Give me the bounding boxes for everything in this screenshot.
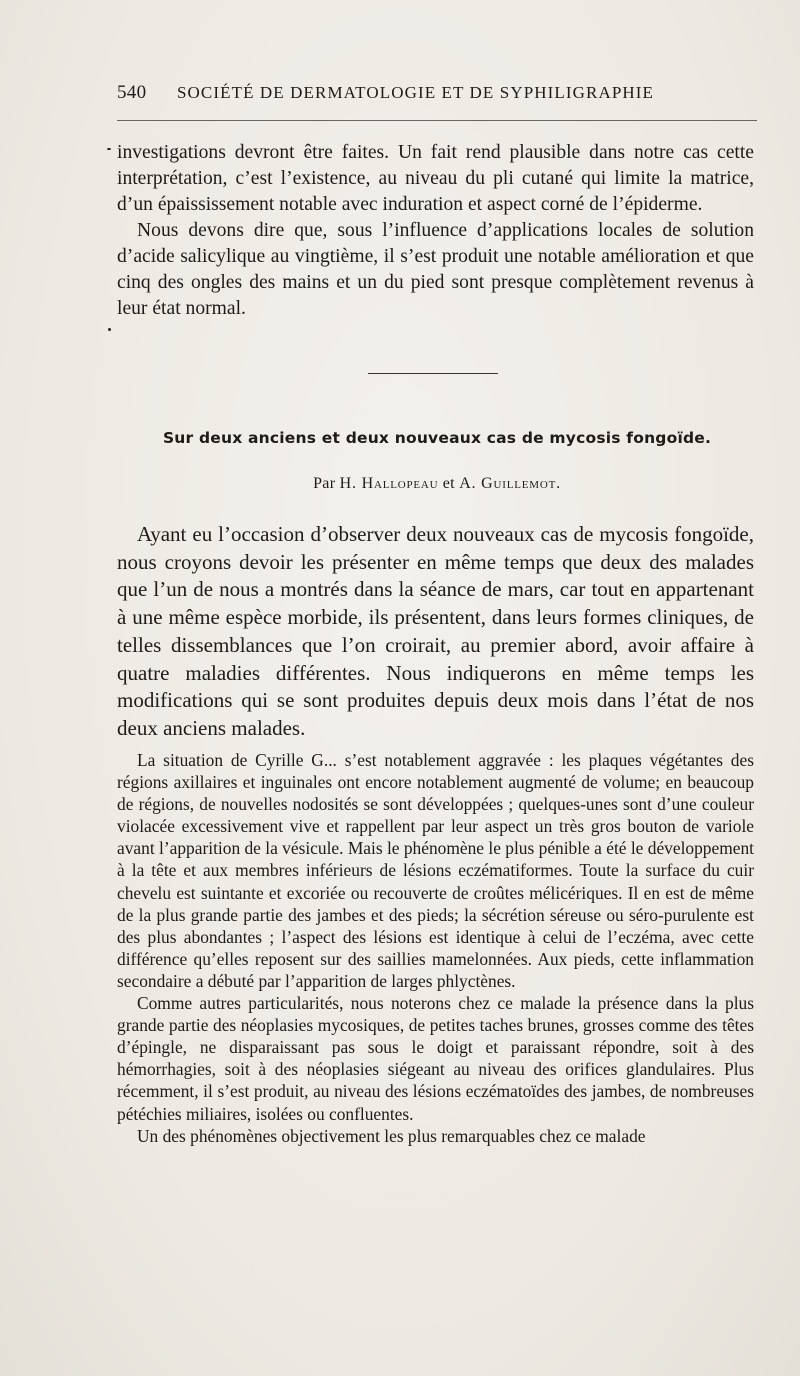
article-paragraph-1: Ayant eu l’occasion d’observer deux nouveaux cas de mycosis fongoïde, nous croyons devoir les présenter en même temps que deux des malades que l’un de nous a montrés dans la séance de mars, car tout en appartenant à une même espèce morbide, ils présentent, dans leurs formes cliniques, de telles dissemblances que l’on croirait, au premier abord, avoir affaire à quatre maladies différentes. Nous indiquerons en même temps les modifications qui se sont produites depuis deux mois dans l’état de nos deux anciens malades. — [117, 522, 754, 740]
scan-speck — [108, 328, 111, 331]
intro-paragraph-1: investigations devront être faites. Un fait rend plausible dans notre cas cette interprétation, c’est l’existence, au niveau du pli cutané qui limite la matrice, d’un épaississement notable avec induration et aspect corné de l’épiderme. — [117, 142, 754, 215]
byline-prefix: Par — [313, 475, 336, 492]
article-title: Sur deux anciens et deux nouveaux cas de mycosis fongoïde. — [162, 429, 712, 447]
byline-and: et — [442, 475, 455, 492]
body-paragraph-1: La situation de Cyrille G... s’est notablement aggravée : les plaques végétantes des régions axillaires et inguinales ont encore notablement augmenté de volume; en beaucoup de régions, de nouvelles nodosités se sont développées ; quelques-unes sont d’une couleur violacée excessivement vive et rappellent par leur aspect un très gros bouton de variole avant l’apparition de la vésicule. Mais le phénomène le plus pénible a été le développement à la tête et aux membres inférieurs de lésions eczématiformes. Toute la surface du cuir chevelu est suintante et excoriée ou recouverte de croûtes mélicériques. Il en est de même de la plus grande partie des jambes et des pieds; la sécrétion séreuse ou séro-purulente est des plus abondantes ; l’aspect des lésions est identique à celui de l’eczéma, avec cette différence qu’elles reposent sur des saillies mamelonnées. Aux pieds, cette inflammation secondaire a débuté par l’apparition de larges phlyctènes. — [117, 750, 754, 991]
body-paragraph-3: Un des phénomènes objectivement les plus remarquables chez ce malade — [137, 1125, 646, 1146]
section-separator — [368, 373, 498, 374]
author-1: H. Hallopeau — [339, 475, 439, 492]
running-header — [117, 82, 757, 112]
article-byline — [117, 475, 757, 493]
running-title: SOCIÉTÉ DE DERMATOLOGIE ET DE SYPHILIGRAPHIE — [177, 83, 655, 102]
intro-text — [117, 140, 754, 322]
author-2: A. Guillemot. — [459, 475, 561, 492]
header-rule — [117, 120, 757, 121]
body-paragraph-2: Comme autres particularités, nous noterons chez ce malade la présence dans la plus grande partie des néoplasies mycosiques, de petites taches brunes, grosses comme des têtes d’épingle, ne disparaissant pas sous le doigt et paraissant répondre, soit à des hémorrhagies, soit à des néoplasies siégeant au niveau des orifices glandulaires. Plus récemment, il s’est produit, au niveau des lésions eczématoïdes des jambes, de nombreuses pétéchies miliaires, isolées ou confluentes. — [117, 993, 754, 1124]
scan-speck — [107, 148, 111, 150]
page-number: 540 — [117, 82, 147, 103]
article-intro-text — [117, 521, 754, 743]
intro-paragraph-2: Nous devons dire que, sous l’influence d’applications locales de solution d’acide salicylique au vingtième, il s’est produit une notable amélioration et que cinq des ongles des mains et un du pied sont presque complètement revenus à leur état normal. — [117, 220, 754, 319]
article-body-text — [117, 749, 754, 1147]
